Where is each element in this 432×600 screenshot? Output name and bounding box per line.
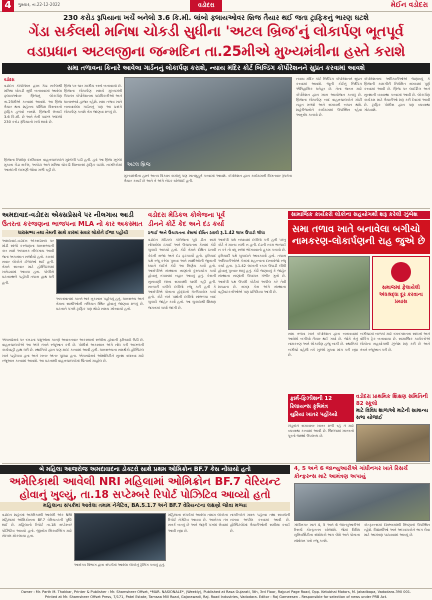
omicron-column-1: વડોદરા શહેરમાં અમેરિકાથી આવેલી એક NRI મહિલામાં ઓમિક્રોનના BF.7 વેરિયન્ટની પુષ્ટિ થઈ છે. મહિલાનો રિપોર્ટ તા.18 સપ્ટેમ્બરે પોઝિટિવ આવ્યો હતો. જીનોમ સિક્વન્સિંગ માટે સેમ્પલ મોકલાયા હતા. xyxy=(2,513,72,538)
date-line: ગુરુવાર, તા.22-12-2022 xyxy=(18,2,61,7)
medical-column-2: આરોપી પક્ષે બચાવમાં દલીલો કરી હતી પરંતુ કોર્ટે તે માન્ય રાખી ન હતી. દંડની રકમ ભરપાઈ ન કરે તો વધુ સજા ભોગવવાનો હુકમ કરાયો છે. ફરિયાદી પક્ષે ચુકાદાને આવકાર્યો હતો. તપાસ અધિકારીઓએ કેસમાં મહત્ત્વના દસ્તાવેજો રજૂ કર્યા હતા. રૂ.1.42 લાખની રકમ ઉપાડી લીધી હોવાનું પુરવાર થયું હતું. કોર્ટે જણાવ્યું કે જાહેર સંસ્થાના નાણાંની ઉચાપત ગંભીર ગુનો છે. આરોપી પક્ષ ઉપલી કોર્ટમાં અપીલ કરે તેવી શક્યતા છે. સમગ્ર કેસ અંગે સંસ્થાના વહીવટકર્તાઓએ પણ પ્રતિક્રિયા આપી છે. xyxy=(218,238,286,295)
omicron-headline-line1: અમેરિકાથી આવેલી NRI મહિલામાં ઓમિક્રોન BF.7 વેરિયન્ટ xyxy=(9,475,281,488)
lead-headline-line2: વડાપ્રધાન અટલજીના જન્મદિન તા.25મીએ મુખ્યમંત્રીના હસ્તે કરાશે xyxy=(26,44,406,60)
medical-headline-line2: ડીનને કોર્ટે કેદ અને દંડ કર્યા xyxy=(148,220,225,228)
medical-column-1: વડોદરા મેડિકલ કોલેજના પૂર્વ ડીન સામે નોંધાયેલા ઠગાઈ અને ઉચાપતના કેસમાં કોર્ટે ચુકાદો આપ્યો હતો. કોર્ટે તેમને દોષિત ઠરાવી કેદની સજા અને દંડ ફટકાર્યો હતો. ફરિયાદ પક્ષે રજૂ કરેલા પુરાવા અને સાક્ષીઓની જુબાની ધ્યાને લઈને કોર્ટે આ નિર્ણય કર્યો હતો. આરોપીએ સંસ્થાના નાણાંનો દુરુપયોગ કર્યો હોવાનું તપાસમાં બહાર આવ્યું હતું. કેસની સુનાવણી લાંબા સમયથી ચાલી રહી હતી. સરકારી વકીલે દલીલો રજૂ કરી હતી કે આરોપીએ પોતાના હોદ્દાનો ગેરઉપયોગ કર્યો હતો. કોર્ટે બંને પક્ષોની દલીલો સાંભળ્યા બાદ ચુકાદો જાહેર કર્યો હતો. આ ચુકાદાથી શિક્ષણ જગતમાં ચર્ચા જાગી છે. xyxy=(148,238,216,310)
metro-column-1: ગાંધીનગર ખાતે 4, 5 અને 6 જાન્યુઆરીએ રિસર્ચ કોન્ફરન્સ યોજાશે. જેમાં વિવિધ યુનિવર્સિટીના સંશોધકો ભાગ લેશે અને પોતાના સંશોધન પત્રો રજૂ કરશે. xyxy=(294,523,360,543)
lead-column-2: બ્રિજ પર ચાર માર્ગીય રસ્તો બનાવાયો છે. બ્રિજના લોકાર્પણ સમયે મુખ્યમંત્રી ઉપરાંત કોર્પોરેશનના પદાધિકારીઓ અને ધારાસભ્યો હાજર રહેશે. સમા તળાવ ખાતે બનાવાયેલા ગાર્ડનનું પણ આ પ્રસંગે લોકાર્પણ કરાશે તેમ જાણવા મળ્યું છે. xyxy=(64,84,122,115)
flyover-bridge-photo xyxy=(124,77,292,171)
conference-photo xyxy=(294,483,430,521)
city-tag: વડોદરા xyxy=(190,0,222,12)
garden-headline: સમા તળાવ ખાતે બનાવેલા બગીચો નામકરણ-લોકાર્પણની રાહ જુએ છે xyxy=(288,220,430,254)
omicron-column-3: મહિલાના સંપર્કમાં આવેલા તમામ લોકોના રિપોર્ટ નેગેટિવ આવ્યા છે. આરોગ્ય તંત્ર સતર્ક બન્યું છે અને જરૂરી પગલાં લેવામાં આવી રહ્યા છે. xyxy=(168,513,228,533)
expressway-subheadline: ધારાસભ્ય તથા તેમની સાથે કારમાં સવાર લોકોને ઈજા પહોંચી xyxy=(2,230,144,237)
omicron-headline-line2: હોવાનું ખુલ્યું, તા.18 સપ્ટેમ્બરે રિપોર્ટ પોઝિટિવ આવ્યો હતો xyxy=(19,489,271,501)
photo-caption: અટલ બ્રિજ xyxy=(127,162,151,168)
lead-column-1: વડોદરા કોર્પોરેશન દ્વારા ગેંડા સર્કલથી મનિષા ચોકડી સુધી બનાવવામાં આવેલા ફ્લાયઓવર બ્રિજનું લોકાર્પણ તા.25મીએ કરવામાં આવશે. આ બ્રિજ તૈયાર થતા શહેરના પશ્ચિમ વિસ્તારનો ટ્રાફિક હળવો બનશે. બ્રિજની લંબાઈ 3.6 કિ.મી. છે અને તેની પાછળ અંદાજે 230 કરોડ રૂપિયાનો ખર્ચ થયો છે. xyxy=(4,84,62,125)
lead-column-4: કોર્પોરેશનના અધિકારીઓએ જણાવ્યું કે બ્રિજની કામગીરી નિર્ધારિત સમયમાં પૂર્ણ કરવામાં આવી છે. બ્રિજ પર લાઈટિંગ અને સુરક્ષાની વ્યવસ્થા કરવામાં આવી છે. લોકાર્પણ કાર્યક્રમ માટે તૈયારીઓ શરૂ કરી દેવામાં આવી છે. ટ્રાફિક પોલીસ દ્વારા પણ વ્યવસ્થા ગોઠવાશે. xyxy=(364,77,430,113)
farmers-column: ખેડૂતોને સમયસર ખાતર મળી રહે તે માટે વ્યવસ્થા કરવામાં આવી છે. જિલ્લામાં ખાતરનો પૂરતો જથ્થો ઉપલબ્ધ છે. xyxy=(288,424,354,439)
expressway-headline-line2: ઉતરતા કરજણના ભાજપના MLA નો કાર અકસ્માત xyxy=(2,220,143,228)
omicron-kicker: બે મહિલા આજરોજ અમદાવાદના ડોક્ટરો સાથે પ્રથમ ઓમિક્રોન BF.7 કેસ નોંધાયો હતો xyxy=(0,465,290,474)
meeting-photo xyxy=(356,424,430,462)
sidebar-badge xyxy=(391,262,411,282)
farmers-headline-box xyxy=(288,394,354,422)
imprint-line-1: Owner : Mr. Parth M. Thakkar, Printer & Publisher : Mr. Shamsheer Offset, *MAR. NASIONALE*, (Weekly), Published at Rasa Gujarati, 5th, 3rd Floor, Rajpuri Page Road, Opp. Ketubhai Motors, M. Jakadbapa, Vadodara-390 001. xyxy=(20,590,412,594)
univ-headline-line2: માટે વિવિધ શાળાઓ માટેની સામાન્ય સભા યોજાઈ xyxy=(356,408,429,421)
lead-kicker: 230 કરોડ રૂપિયાના ખર્ચે બનેલો 3.6 કિ.મી. લાંબો ફ્લાયઓવર બ્રિજ તૈયાર થઈ જતા ટ્રાફિકનું ભારણ ઘટશે xyxy=(63,14,369,22)
sidebar-box xyxy=(372,256,430,330)
garden-photo xyxy=(288,256,370,330)
expressway-column-3: એક્સપ્રેસવે પર રખડતા પશુઓના કારણે અવારનવાર અકસ્માતો સર્જાતા હોવાની ફરિયાદો ઉઠી છે. વાહનચાલકોએ આ અંગે તંત્રને રજૂઆત કરી છે. પોલીસે અકસ્માત અંગે નોંધ કરી આગળની કાર્યવાહી હાથ ધરી છે. સ્થાનિકો દ્વારા પણ મદદ કરવામાં આવી હતી. ધારાસભ્યના સમર્થકો હોસ્પિટલ ખાતે પહોંચ્યા હતા અને ખબર અંતર પૂછ્યા હતા. એક્સપ્રેસવે ઓથોરિટીને સુરક્ષા વધારવા માટે રજૂઆત કરવામાં આવશે. આ ઘટનાથી વાહનચાલકોમાં ચિંતાનો માહોલ છે. xyxy=(2,338,144,363)
imprint-footer xyxy=(0,588,432,600)
expressway-headline-line1: અમદાવાદ-વડોદરા એક્સપ્રેસવે પર નીલગાય આડી xyxy=(2,211,134,219)
medical-subheadline: ઠગાઈ અને ઉચાપતના કેસમાં દોષિત ઠરાવી રૂ.1.42 લાખ ઉપાડી લીધા xyxy=(148,230,265,235)
section-divider xyxy=(2,208,430,209)
farmers-headline-line1: ફાર્મ-ફિઝીશની 12 xyxy=(290,396,333,402)
farmers-headline-line3: યુરિયા ખાતર પહોંચ્યો xyxy=(290,412,338,418)
metro-column-2: કોન્ફરન્સમાં દેશભરમાંથી નિષ્ણાતો ઉપસ્થિત રહેશે. વિદ્યાર્થીઓ અને અધ્યાપકોને ભાગ લેવા માટે આમંત્રણ પાઠવવામાં આવ્યું છે. xyxy=(364,523,430,538)
univ-headline-line1: વડોદરા પ્રાથમિક શિક્ષણ સમિતિની 82 સ્કૂલો xyxy=(356,394,428,407)
edition-name: મેઈન વડોદરા xyxy=(390,1,428,9)
lead-subheadline: સમા તળાવના કિનારે આવેલા ગાર્ડનનું લોકાર્પણ કરાશે, ન્યાય મંદિર કોર્ટ બિલ્ડિંગ કોર્પોરેશનને સુપ્રત કરવામાં આવશે xyxy=(2,63,430,74)
omicron-subheadline: મહિલાના સંપર્કમાં આવેલા તમામ નેગેટિવ, BA.5.1.7 અને BF.7 વેરિયન્ટના લક્ષણો જોવા મળ્યા xyxy=(0,502,290,511)
lead-column-3: ન્યાય મંદિર કોર્ટ બિલ્ડિંગ કોર્પોરેશનને સુપ્રત કરવામાં આવશે. જૂની કોર્ટનું બિલ્ડિંગ ઐતિહાસિક ધરોહર છે. તેના જતન માટે કોર્પોરેશન દ્વારા ખાસ આયોજન કરાયું છે. બ્રિજના લોકાર્પણ બાદ વાહનચાલકોને મોટી રાહત મળશે અને સમયની બચત થશે. શહેરીજનોને કાર્યક્રમમાં ઉપસ્થિત રહેવા અનુરોધ કરાયો છે. xyxy=(296,77,362,118)
lab-photo xyxy=(74,513,166,561)
lead-byline: વડોદરા xyxy=(4,77,15,82)
car-accident-photo xyxy=(56,239,144,294)
medical-headline-line1: વડોદરા મેડિકલ કોલેજના પૂર્વ xyxy=(148,211,225,219)
section-divider-2 xyxy=(2,463,430,464)
imprint-line-2: Printed at Mr. Shamsheer Offset Press, 7/171, Patel Estate, Tamsaa Mill Road, Gajarawadi, Raj. Road Industries, Vadodara. Editor : Raj Gameesen - Responsible for selection of news under PRB Act. xyxy=(44,595,388,599)
metro-headline-line1: 4, 5 અને 6 જાન્યુઆરીએ ગાંધીનગર ખાતે રિસર્ચ xyxy=(294,466,408,472)
garden-column-1: સમા તળાવ ખાતે કોર્પોરેશન દ્વારા બનાવવામાં આવેલો બગીચો તૈયાર થઈ ગયો છે. જોકે તેનું નામકરણ અને લોકાર્પણ હજુ બાકી છે. સ્થાનિકો બગીચો વહેલી તકે ખુલ્લો મુકવા માંગ કરી રહ્યા છે. xyxy=(288,332,358,357)
omicron-column-2: આરોગ્ય વિભાગ દ્વારા સંપર્કમાં આવેલા લોકોનું ટ્રેસિંગ કરાયું હતું. xyxy=(74,563,166,567)
lead-column-5: બ્રિજના નિર્માણ દરમિયાન વાહનચાલકોને મુશ્કેલી પડી હતી. હવે આ બ્રિજ ખુલ્લો મુકાતા ગેંડા સર્કલ, અકોટા અને મનિષા ચોકડી વિસ્તારમાં ટ્રાફિક ઘટશે. નાગરિકોમાં આનંદની લાગણી જોવા મળી રહી છે. xyxy=(4,158,122,173)
society-headline: સામાજિક કાર્યકરો લોકોના સહયોગથી શરૂ કરેલી ઝુંબેશ xyxy=(288,211,430,219)
sidebar-text: સમાજમાં ફેલાયેલી અંધશ્રદ્ધા દૂર કરવાના પ્રયાસ xyxy=(379,285,423,305)
expressway-column-2: અકસ્માતમાં કારને ભારે નુકસાન પહોંચ્યું હતું. ધારાસભ્ય અને તેમના સાથીઓની તબિયત સ્થિર હોવાનું જાણવા મળ્યું છે. ઘટનાને પગલે ટ્રાફિક પણ થોડો સમય ખોરવાયો હતો. xyxy=(56,297,144,312)
lead-column-6: મુખ્યમંત્રીના હસ્તે અન્ય વિકાસ કામોનું પણ ખાતમુહૂર્ત કરવામાં આવશે. કોર્પોરેશન દ્વારા કાર્યક્રમની વિગતવાર રૂપરેખા તૈયાર કરાઈ છે અને તે અંગે બેઠક યોજાઈ હતી. xyxy=(124,174,292,184)
metro-headline-line2: કોન્ફરન્સ માટે આમંત્રણ અપાયું xyxy=(294,474,366,480)
page-number: 4 xyxy=(2,0,14,12)
farmers-headline-line2: રિલાયન્સ કૃષિમંત્ર xyxy=(290,404,328,410)
lead-headline-line1: ગેંડા સર્કલથી મનિષા ચોકડી સુધીના 'અટલ બ્રિજ'નું લોકાર્પણ ભૂતપૂર્વ xyxy=(28,24,404,40)
expressway-column-1: અમદાવાદ-વડોદરા એક્સપ્રેસવે પર મોડી સાંજે કરજણના ધારાસભ્યની કાર સામે અચાનક નીલગાય આવી જતા અકસ્માત સર્જાયો હતો. કારમાં સવાર લોકોને ઈજાઓ થઈ હતી. તેમને સારવાર માટે હોસ્પિટલમાં ખસેડવામાં આવ્યા હતા. પોલીસે ઘટનાસ્થળે પહોંચી તપાસ હાથ ધરી હતી. xyxy=(2,239,54,285)
page-header xyxy=(0,0,432,12)
omicron-column-4: નાગરિકોને માસ્ક પહેરવા તથા સાવચેતી રાખવા અપીલ કરવામાં આવી છે. હોસ્પિટલોમાં તૈયારીઓની સમીક્ષા કરાઈ છે. xyxy=(230,513,290,533)
garden-column-2: બગીચામાં બાળકો માટે રમતગમતના સાધનો અને વોકિંગ ટ્રેક બનાવાયા છે. સામાજિક કાર્યકરોએ લોકોના સહયોગથી ઝુંબેશ શરૂ કરી છે અને તંત્રને રજૂઆત કરી છે. xyxy=(360,332,430,352)
